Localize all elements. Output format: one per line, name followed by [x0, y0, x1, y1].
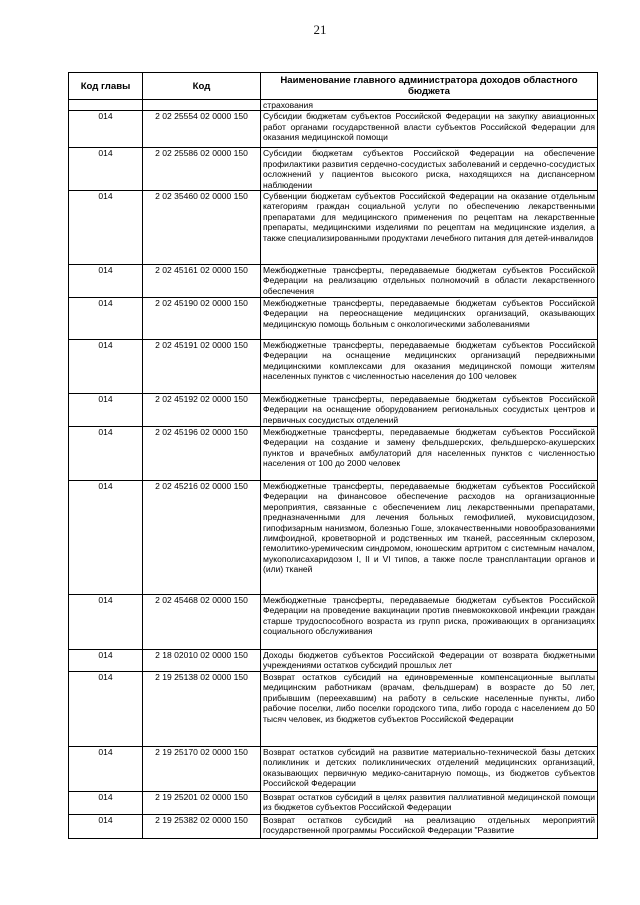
cell-code: 2 02 45192 02 0000 150	[143, 394, 261, 427]
cell-code-head: 014	[69, 427, 143, 481]
table-row	[69, 481, 598, 595]
cell-name: Возврат остатков субсидий на развитие материально-технической базы детских поликлиник и детских поликлинических отделений медицинских организаций, оказывающих первичную медико-санитарную помощь, из бюджетов субъектов Российской Федерации	[261, 747, 598, 792]
cell-code-head: 014	[69, 595, 143, 650]
header-name: Наименование главного администратора доходов областного бюджета	[261, 73, 598, 100]
cell-code: 2 18 02010 02 0000 150	[143, 650, 261, 672]
cell-code: 2 02 25586 02 0000 150	[143, 148, 261, 191]
table-row	[69, 191, 598, 265]
cell-name: Межбюджетные трансферты, передаваемые бюджетам субъектов Российской Федерации на создание и замену фельдшерских, фельдшерско-акушерских пунктов и врачебных амбулаторий для населенных пунктов с численностью населения от 100 до 2000 человек	[261, 427, 598, 481]
table-row	[69, 265, 598, 298]
cell-code: 2 02 45190 02 0000 150	[143, 298, 261, 340]
cell-code: 2 02 45191 02 0000 150	[143, 340, 261, 394]
table-row	[69, 792, 598, 815]
cell-code-head: 014	[69, 792, 143, 815]
cell-name: Субсидии бюджетам субъектов Российской Федерации на закупку авиационных работ органами государственной власти субъектов Российской Федерации для оказания медицинской помощи	[261, 111, 598, 148]
table-row	[69, 394, 598, 427]
table-row	[69, 815, 598, 839]
table-row	[69, 672, 598, 747]
cell-code-head: 014	[69, 650, 143, 672]
cell-code-head: 014	[69, 747, 143, 792]
table-row	[69, 340, 598, 394]
table-row	[69, 148, 598, 191]
cell-code: 2 02 25554 02 0000 150	[143, 111, 261, 148]
cell-code-head: 014	[69, 111, 143, 148]
table-header-row	[69, 73, 598, 100]
page-number: 21	[313, 22, 327, 37]
table-row	[69, 747, 598, 792]
cell-code-head: 014	[69, 148, 143, 191]
cell-code	[143, 100, 261, 111]
cell-name: Межбюджетные трансферты, передаваемые бюджетам субъектов Российской Федерации на реализацию отдельных полномочий в области лекарственного обеспечения	[261, 265, 598, 298]
cell-name: Межбюджетные трансферты, передаваемые бюджетам субъектов Российской Федерации на оснащение медицинских организаций передвижными медицинскими комплексами для оказания медицинской помощи жителям населенных пунктов с численностью населения до 100 человек	[261, 340, 598, 394]
cell-code-head: 014	[69, 815, 143, 839]
cell-code-head: 014	[69, 298, 143, 340]
cell-code: 2 19 25138 02 0000 150	[143, 672, 261, 747]
cell-code: 2 19 25201 02 0000 150	[143, 792, 261, 815]
header-code: Код	[143, 73, 261, 100]
table-row-continuation	[69, 100, 598, 111]
cell-code-head: 014	[69, 481, 143, 595]
cell-code-head: 014	[69, 265, 143, 298]
table-row	[69, 595, 598, 650]
cell-name: Возврат остатков субсидий на реализацию отдельных мероприятий государственной программы Российской Федерации "Развитие	[261, 815, 598, 839]
table-row	[69, 427, 598, 481]
cell-code-head: 014	[69, 191, 143, 265]
cell-name: Возврат остатков субсидий в целях развития паллиативной медицинской помощи из бюджетов субъектов Российской Федерации	[261, 792, 598, 815]
header-code-head: Код главы	[69, 73, 143, 100]
cell-name: Возврат остатков субсидий на единовременные компенсационные выплаты медицинским работникам (врачам, фельдшерам) в возрасте до 50 лет, прибывшим (переехавшим) на работу в сельские населенные пункты, либо рабочие поселки, либо поселки городского типа, либо города с населением до 50 тысяч человек, из бюджетов субъектов Российской Федерации	[261, 672, 598, 747]
cell-code-head: 014	[69, 394, 143, 427]
table-row	[69, 298, 598, 340]
cell-code: 2 02 45161 02 0000 150	[143, 265, 261, 298]
cell-code: 2 19 25170 02 0000 150	[143, 747, 261, 792]
cell-code: 2 02 45468 02 0000 150	[143, 595, 261, 650]
cell-name: Доходы бюджетов субъектов Российской Федерации от возврата бюджетными учреждениями остатков субсидий прошлых лет	[261, 650, 598, 672]
table-row	[69, 111, 598, 148]
cell-name: Межбюджетные трансферты, передаваемые бюджетам субъектов Российской Федерации на финансовое обеспечение расходов на организационные мероприятия, связанные с обеспечением лиц лекарственными препаратами, предназначенными для лечения больных гемофилией, муковисцидозом, гипофизарным нанизмом, болезнью Гоше, злокачественными новообразованиями лимфоидной, кроветворной и родственных им тканей, рассеянным склерозом, гемолитико-уремическим синдромом, юношеским артритом с системным началом, мукополисахаридозом I, II и VI типов, а также после трансплантации органов и (или) тканей	[261, 481, 598, 595]
cell-name: Межбюджетные трансферты, передаваемые бюджетам субъектов Российской Федерации на проведение вакцинации против пневмококковой инфекции граждан старше трудоспособного возраста из групп риска, проживающих в организациях социального обслуживания	[261, 595, 598, 650]
cell-name: страхования	[261, 100, 598, 111]
cell-name: Субвенции бюджетам субъектов Российской Федерации на оказание отдельным категориям граждан социальной услуги по обеспечению лекарственными препаратами для медицинского применения по рецептам на лекарственные препараты, медицинскими изделиями по рецептам на медицинские изделия, а также специализированными продуктами лечебного питания для детей-инвалидов	[261, 191, 598, 265]
cell-code-head	[69, 100, 143, 111]
cell-code: 2 02 45216 02 0000 150	[143, 481, 261, 595]
cell-name: Субсидии бюджетам субъектов Российской Федерации на обеспечение профилактики развития сердечно-сосудистых заболеваний и сердечно-сосудистых осложнений у пациентов высокого риска, находящихся на диспансерном наблюдении	[261, 148, 598, 191]
cell-code: 2 02 45196 02 0000 150	[143, 427, 261, 481]
table-row	[69, 650, 598, 672]
cell-name: Межбюджетные трансферты, передаваемые бюджетам субъектов Российской Федерации на переоснащение медицинских организаций, оказывающих медицинскую помощь больным с онкологическими заболеваниями	[261, 298, 598, 340]
cell-name: Межбюджетные трансферты, передаваемые бюджетам субъектов Российской Федерации на оснащение оборудованием региональных сосудистых центров и первичных сосудистых отделений	[261, 394, 598, 427]
cell-code-head: 014	[69, 672, 143, 747]
cell-code: 2 02 35460 02 0000 150	[143, 191, 261, 265]
cell-code: 2 19 25382 02 0000 150	[143, 815, 261, 839]
revenue-administrators-table	[68, 72, 598, 839]
cell-code-head: 014	[69, 340, 143, 394]
